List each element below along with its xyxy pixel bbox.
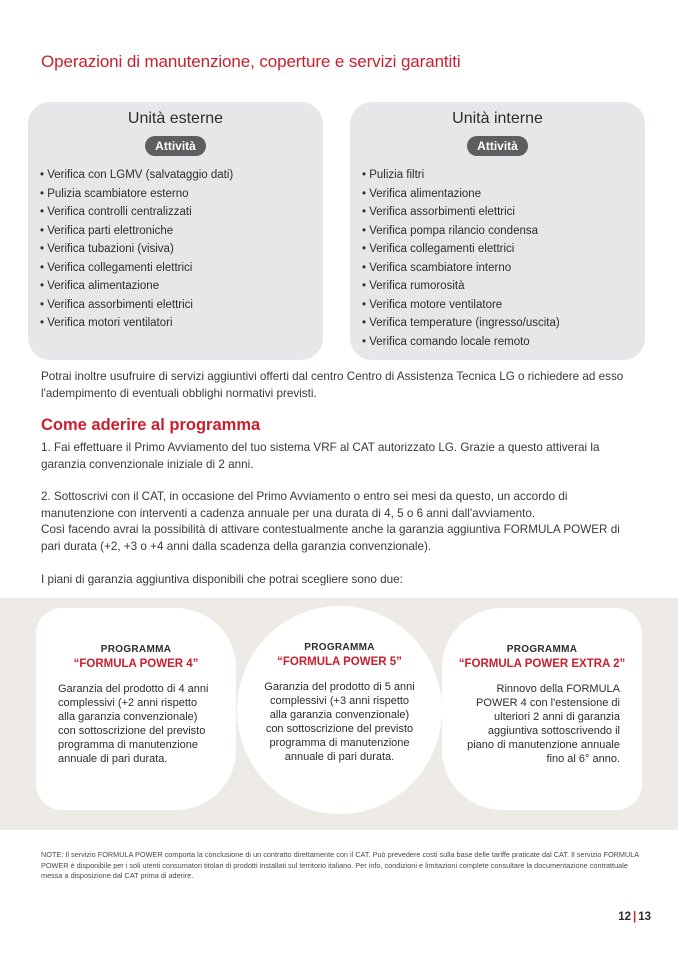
list-item: • Verifica motore ventilatore: [362, 296, 645, 315]
page-numbers: [618, 911, 651, 923]
program-description: Rinnovo della FORMULA POWER 4 con l'estensione di ulteriori 2 anni di garanzia aggiuntiva sottoscrivendo il piano di manutenzione annuale fino al 6° anno.: [467, 683, 620, 765]
list-item: • Verifica rumorosità: [362, 277, 645, 296]
external-units-title: Unità esterne: [127, 110, 224, 127]
list-item: • Verifica collegamenti elettrici: [362, 240, 645, 259]
page-title: Operazioni di manutenzione, coperture e servizi garantiti: [41, 52, 461, 71]
program-name: “FORMULA POWER EXTRA 2”: [458, 658, 626, 670]
program-description: Garanzia del prodotto di 4 anni complessivi (+2 anni rispetto alla garanzia convenzionale) con sottoscrizione del previsto programma di manutenzione annuale di pari durata.: [58, 683, 209, 765]
step-1-paragraph: 1. Fai effettuare il Primo Avviamento del tuo sistema VRF al CAT autorizzato LG. Grazie a questo attiverai la garanzia convenzionale iniziale di 2 anni.: [41, 441, 600, 471]
list-item: • Verifica motori ventilatori: [40, 314, 323, 333]
page-separator: |: [632, 911, 637, 923]
list-item: • Verifica temperature (ingresso/uscita): [362, 314, 645, 333]
plans-intro-paragraph: I piani di garanzia aggiuntiva disponibili che potrai scegliere sono due:: [41, 573, 403, 586]
page-number-right: 13: [638, 911, 651, 923]
program-card-formula-power-4: [36, 608, 236, 810]
step-2b-paragraph: Così facendo avrai la possibilità di attivare contestualmente anche la garanzia aggiuntiva FORMULA POWER di pari durata (+2, +3 o +4 anni dalla scadenza della garanzia convenzionale).: [41, 523, 620, 553]
program-name: “FORMULA POWER 4”: [73, 658, 199, 670]
program-label: PROGRAMMA: [506, 644, 578, 655]
extra-services-paragraph: Potrai inoltre usufruire di servizi aggiuntivi offerti dal centro Centro di Assistenza Tecnica LG o richiedere ad esso l'adempimento di eventuali obblighi normativi previsti.: [41, 370, 624, 400]
program-card-formula-power-5: [237, 606, 442, 814]
list-item: • Pulizia scambiatore esterno: [40, 185, 323, 204]
list-item: • Verifica pompa rilancio condensa: [362, 222, 645, 241]
footnote: NOTE: Il servizio FORMULA POWER comporta la conclusione di un contratto direttamente con il CAT. Può prevedere costi sulla base delle tariffe praticate dal CAT. Il servizio FORMULA POWER è disponibile per i soli utenti consumatori titolari di prodotti installati sul territorio italiano. Per info, condizioni e limitazioni complete consultare la documentazione contrattuale messa a disposizione dal CAT prima di aderire.: [41, 850, 639, 880]
list-item: • Pulizia filtri: [362, 166, 645, 185]
list-item: • Verifica tubazioni (visiva): [40, 240, 323, 259]
list-item: • Verifica alimentazione: [40, 277, 323, 296]
list-item: • Verifica parti elettroniche: [40, 222, 323, 241]
how-to-title: Come aderire al programma: [41, 416, 261, 434]
step-2-paragraph: 2. Sottoscrivi con il CAT, in occasione del Primo Avviamento o entro sei mesi da questo, un accordo di manutenzione con interventi a cadenza annuale per una durata di 4, 5 o 6 anni dall'avviamento.: [41, 490, 568, 520]
program-name: “FORMULA POWER 5”: [277, 656, 402, 668]
internal-units-title: Unità interne: [452, 110, 543, 127]
list-item: • Verifica comando locale remoto: [362, 333, 645, 352]
internal-activity-list: [350, 166, 645, 351]
external-activity-badge: Attività: [145, 136, 206, 156]
external-units-box: [28, 102, 323, 360]
program-description: Garanzia del prodotto di 5 anni complessivi (+3 anni rispetto alla garanzia convenzionale) con sottoscrizione del previsto programma di manutenzione annuale di pari durata.: [264, 681, 415, 763]
program-card-formula-power-extra-2: [442, 608, 642, 810]
list-item: • Verifica collegamenti elettrici: [40, 259, 323, 278]
internal-activity-badge: Attività: [467, 136, 528, 156]
internal-units-box: [350, 102, 645, 360]
list-item: • Verifica con LGMV (salvataggio dati): [40, 166, 323, 185]
page-number-left: 12: [618, 911, 631, 923]
list-item: • Verifica assorbimenti elettrici: [362, 203, 645, 222]
program-label: PROGRAMMA: [304, 642, 375, 653]
program-label: PROGRAMMA: [100, 644, 172, 655]
list-item: • Verifica scambiatore interno: [362, 259, 645, 278]
list-item: • Verifica assorbimenti elettrici: [40, 296, 323, 315]
list-item: • Verifica alimentazione: [362, 185, 645, 204]
external-activity-list: [28, 166, 323, 333]
list-item: • Verifica controlli centralizzati: [40, 203, 323, 222]
